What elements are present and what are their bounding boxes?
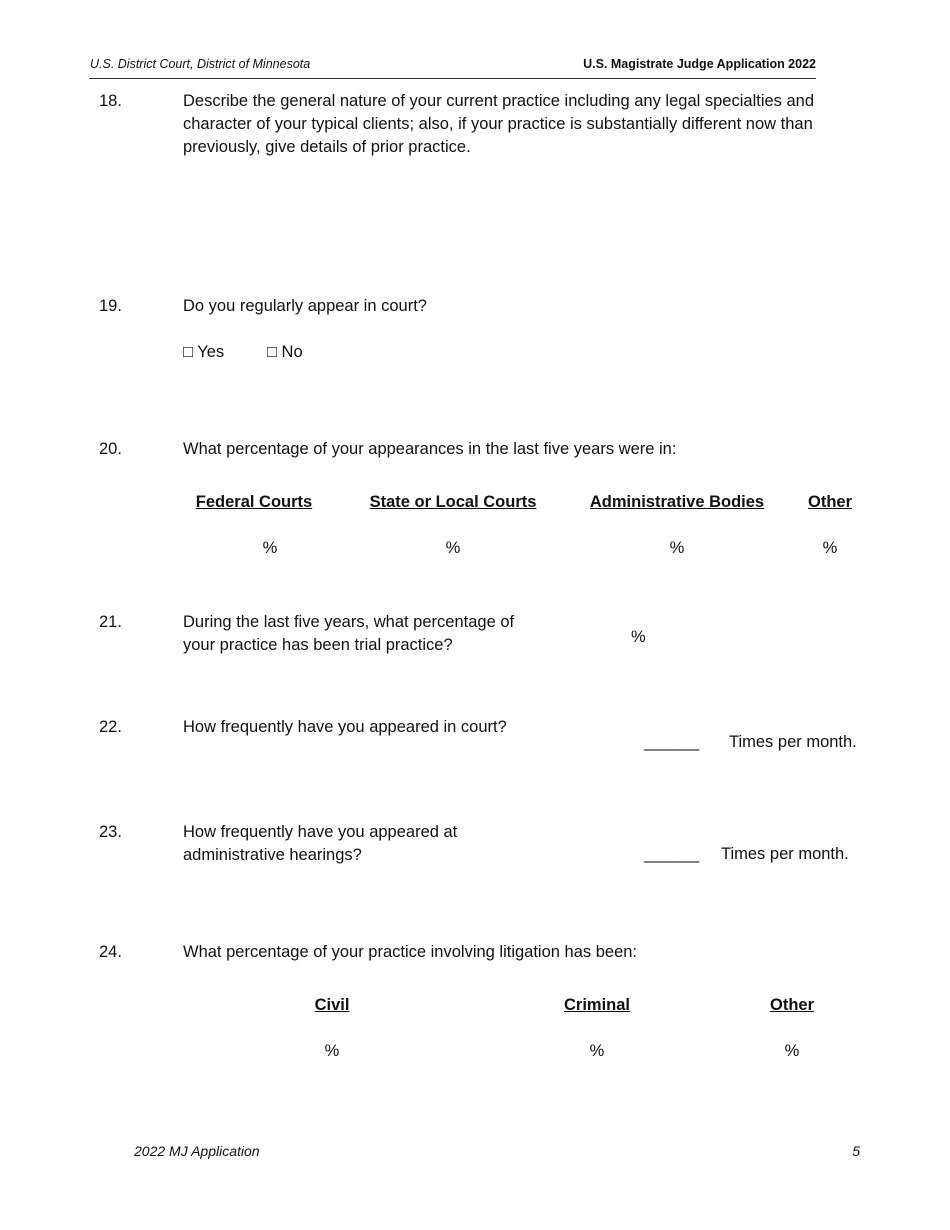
column-administrative-bodies: Administrative Bodies (589, 493, 765, 511)
header-divider (89, 78, 816, 79)
question-19-text: Do you regularly appear in court? (183, 297, 427, 315)
administrative-bodies-percent[interactable]: % (669, 539, 685, 557)
federal-courts-percent[interactable]: % (262, 539, 278, 557)
hearing-appearances-unit: Times per month. (721, 845, 849, 863)
column-litigation-other: Other (769, 996, 814, 1014)
civil-percent[interactable]: % (324, 1042, 340, 1060)
question-23-number: 23. (99, 823, 122, 841)
state-local-courts-percent[interactable]: % (445, 539, 461, 557)
hearing-appearances-blank[interactable]: ______ (644, 845, 700, 863)
column-state-local-courts: State or Local Courts (369, 493, 537, 511)
footer-application-name: 2022 MJ Application (134, 1143, 260, 1159)
question-22-number: 22. (99, 718, 122, 736)
trial-practice-percent[interactable]: % (631, 628, 646, 646)
question-22-text: How frequently have you appeared in court? (183, 718, 507, 736)
column-federal-courts: Federal Courts (195, 493, 313, 511)
question-23-line1: How frequently have you appeared at (183, 823, 458, 841)
question-20-text: What percentage of your appearances in the last five years were in: (183, 440, 677, 458)
criminal-percent[interactable]: % (589, 1042, 605, 1060)
header-application-title: U.S. Magistrate Judge Application 2022 (583, 57, 816, 71)
page-number: 5 (852, 1143, 860, 1159)
question-24-text: What percentage of your practice involving litigation has been: (183, 943, 638, 961)
column-criminal: Criminal (563, 996, 631, 1014)
court-appearances-unit: Times per month. (729, 733, 857, 751)
no-checkbox[interactable]: □ No (267, 343, 303, 361)
column-other: Other (807, 493, 852, 511)
question-24-number: 24. (99, 943, 122, 961)
question-18-number: 18. (99, 92, 122, 110)
question-23-line2: administrative hearings? (183, 846, 362, 864)
other-percent[interactable]: % (822, 539, 838, 557)
yes-checkbox[interactable]: □ Yes (183, 343, 225, 361)
question-21-line1: During the last five years, what percentage of (183, 613, 515, 631)
question-21-line2: your practice has been trial practice? (183, 636, 453, 654)
question-18-text: Describe the general nature of your current practice including any legal specialties and character of your typical clients; also, if your practice is substantially different now than previously, give details of prior practice. (183, 92, 815, 156)
litigation-other-percent[interactable]: % (784, 1042, 800, 1060)
question-20-number: 20. (99, 440, 122, 458)
question-21-number: 21. (99, 613, 122, 631)
header-court-name: U.S. District Court, District of Minnesota (90, 57, 311, 71)
column-civil: Civil (314, 996, 350, 1014)
question-19-number: 19. (99, 297, 122, 315)
court-appearances-blank[interactable]: ______ (644, 733, 700, 751)
